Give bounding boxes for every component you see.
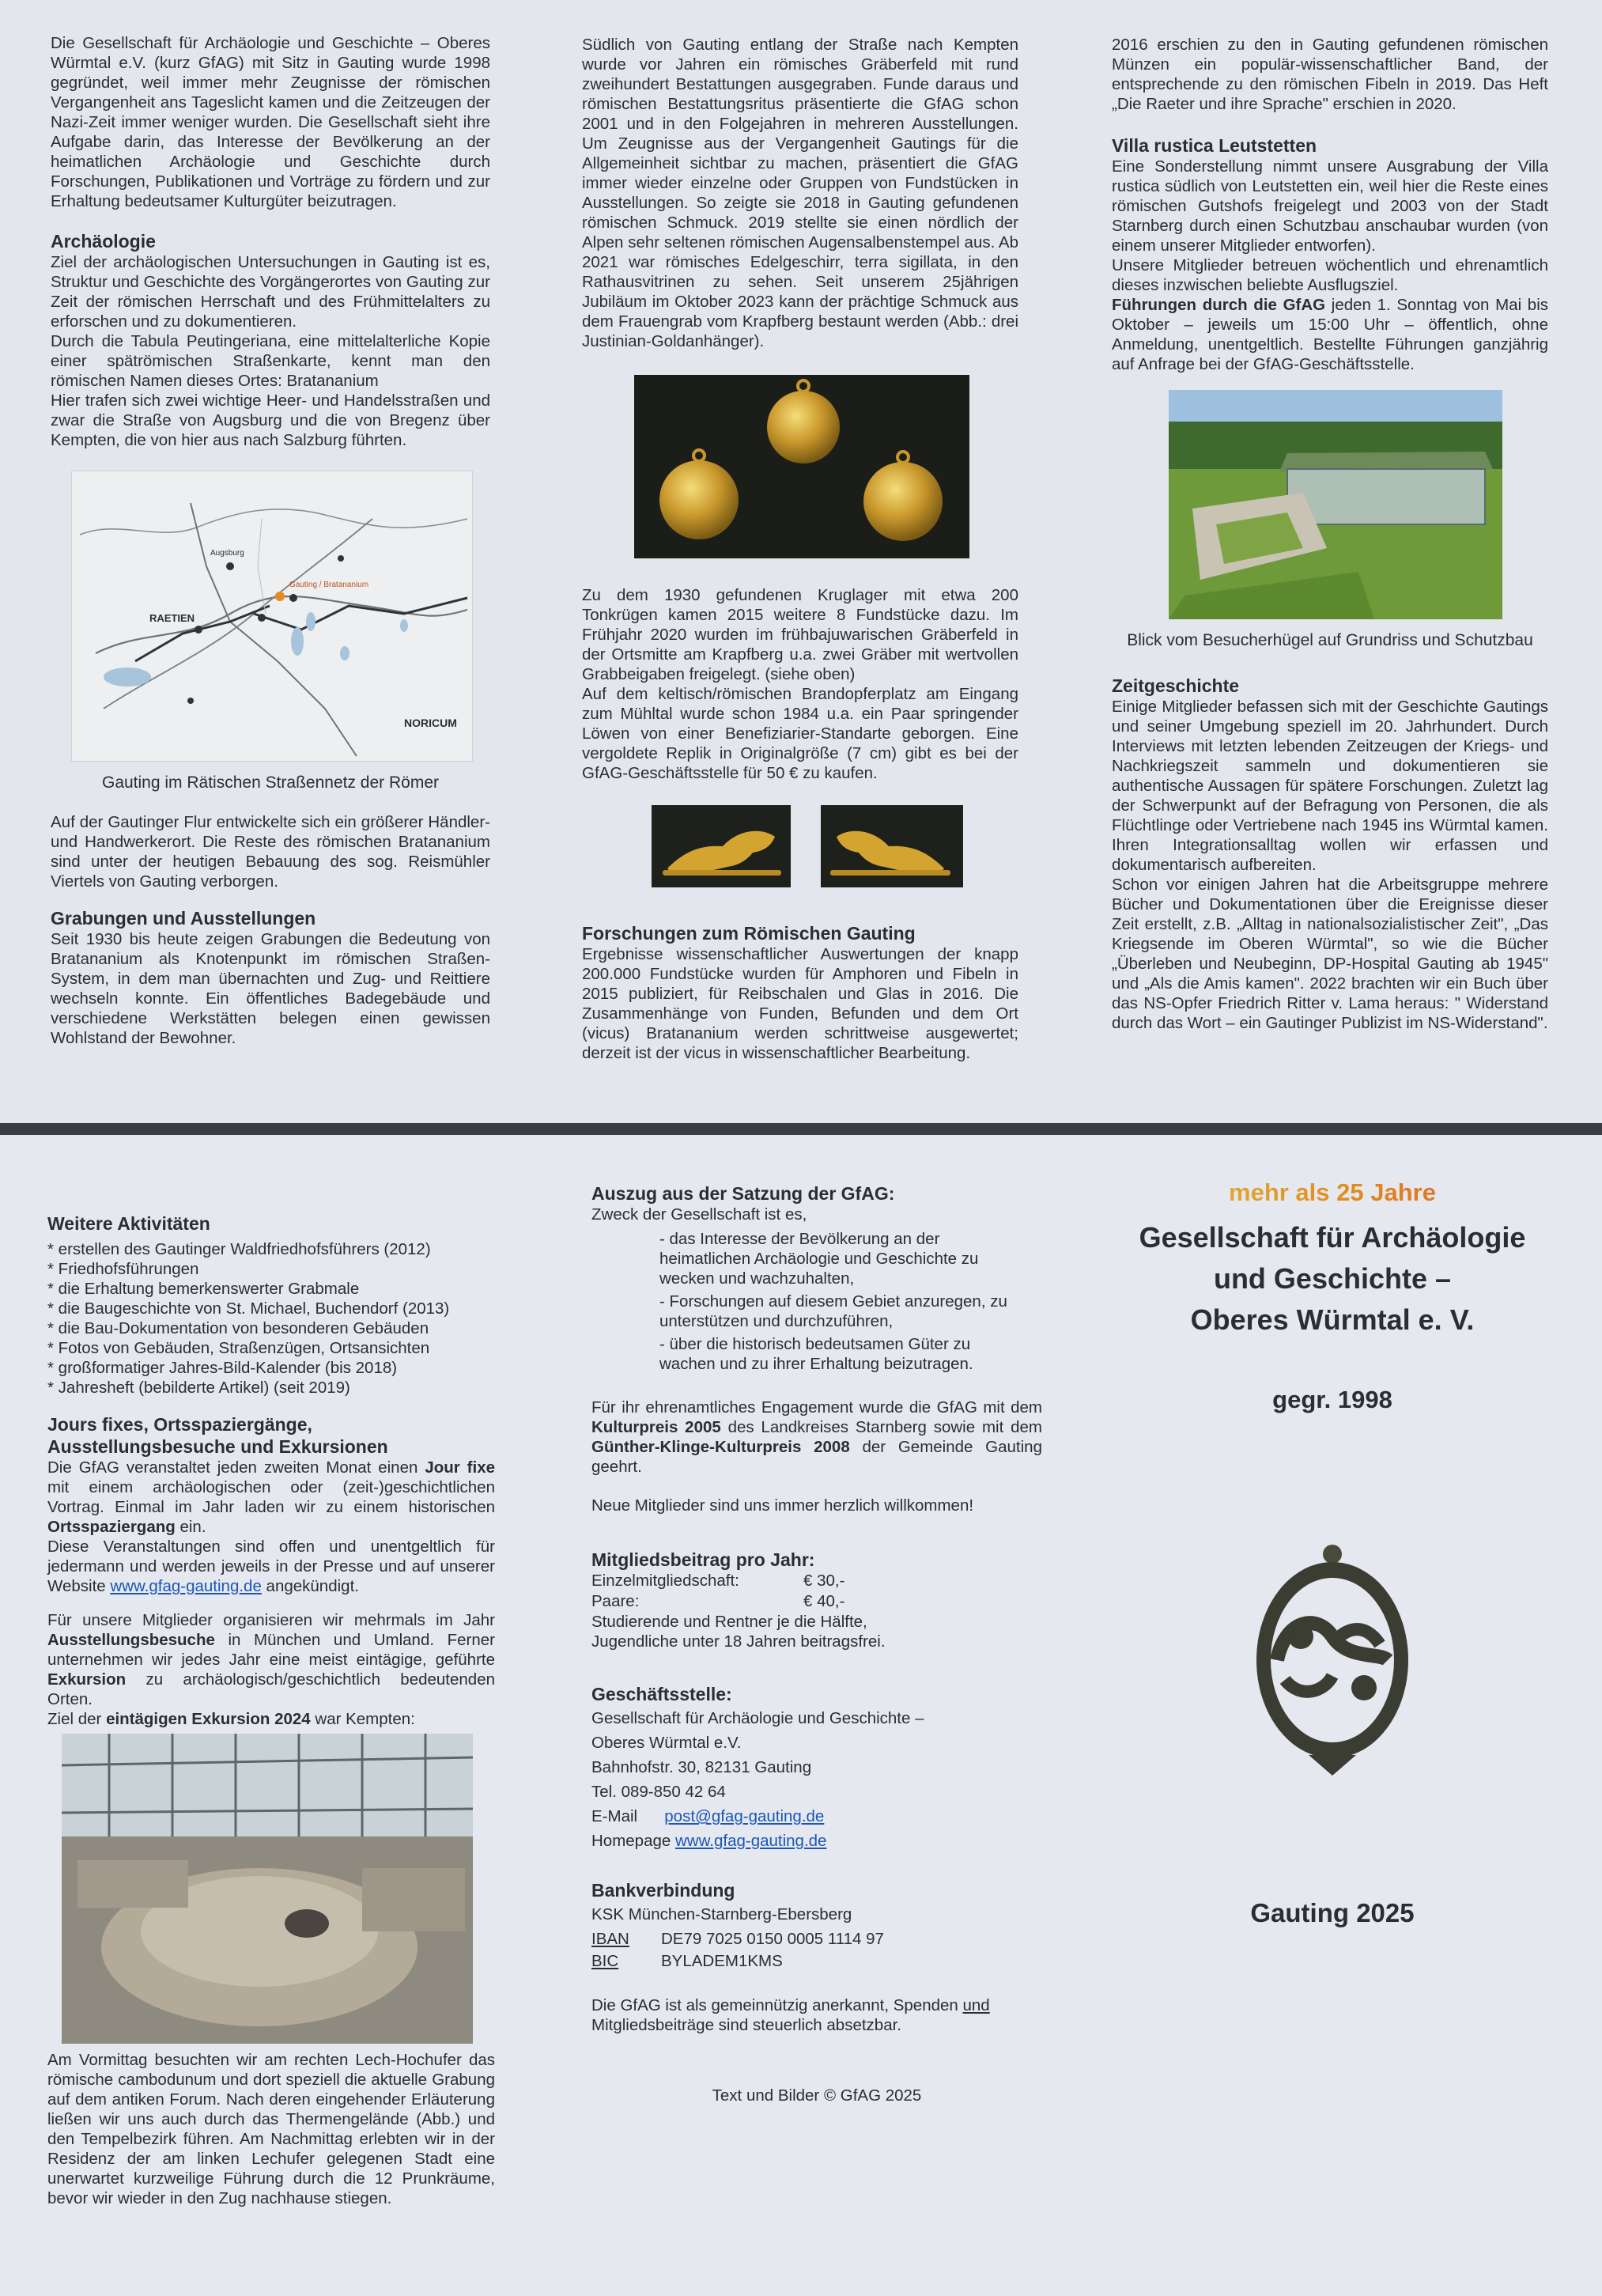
map-label-raetien: RAETIEN (149, 612, 195, 625)
title-line-1: Gesellschaft für Archäologie (1139, 1220, 1526, 1254)
office-name-2: Oberes Würmtal e.V. (591, 1734, 742, 1753)
archaeology-text-1: Ziel der archäologischen Untersuchungen in Gauting ist es, Struktur und Geschichte des Vorgängerortes von Gauting zur Zeit der römischen Herrschaft und des Frühmittelalters zu erforschen und zu dokumentieren. (51, 253, 490, 331)
villa-tours-text: jeden 1. Sonntag von Mai bis Oktober – jeweils um 15:00 Uhr – öffentlich, ohne Anmeldung, unentgeltlich. Bestellte Führungen ganzjährig auf Anfrage bei der GfAG-Geschäftsstelle. (1112, 296, 1548, 374)
gold-pendants-photo (634, 375, 969, 558)
activities-heading: Weitere Aktivitäten (47, 1213, 210, 1234)
award-bold-1: Kulturpreis 2005 (591, 1418, 721, 1437)
statute-intro: Zweck der Gesellschaft ist es, (591, 1205, 807, 1224)
excavations-heading: Grabungen und Ausstellungen (51, 907, 316, 929)
copyright: Text und Bilder © GfAG 2025 (712, 2086, 922, 2105)
fee-single-value: € 30,- (803, 1572, 845, 1591)
tax-b: Mitgliedsbeiträge sind steuerlich absetzbar. (591, 2016, 901, 2035)
fee-heading: Mitgliedsbeitrag pro Jahr: (591, 1549, 815, 1571)
panel-3 (1112, 35, 1548, 1033)
excursion-line (47, 1709, 495, 1729)
statute-heading: Auszug aus der Satzung der GfAG: (591, 1183, 895, 1204)
research-text: Ergebnisse wissenschaftlicher Auswertungen der knapp 200.000 Fundstücke wurden für Amphoren und Fibeln in 2015 publiziert, für Reibschalen und Glas in 2016. Die Zusammenhänge von Funden, Befunden und dem Ort (vicus) Bratananium werden schrittweise ausgewertet; derzeit ist der vicus in wissenschaftlicher Bearbeitung. (582, 945, 1018, 1063)
map-label-augsburg: Augsburg (210, 549, 244, 558)
list-item: * Friedhofsführungen (47, 1260, 199, 1279)
award-a: Für ihr ehrenamtliches Engagement wurde die GfAG mit dem (591, 1398, 1042, 1417)
after-map-text: Auf der Gautinger Flur entwickelte sich ein größerer Händler- und Handwerkerort. Die Reste des römischen Bratananium sind unter der heutigen Bebauung des sog. Reismühler Viertels von Gauting verborgen. (51, 812, 490, 891)
bic-label: BIC (591, 1952, 619, 1971)
archaeology-heading: Archäologie (51, 231, 156, 252)
jours-text-2b: angekündigt. (261, 1577, 359, 1596)
bank-heading: Bankverbindung (591, 1880, 735, 1901)
bronze-ornament-logo (1253, 1541, 1411, 1779)
statute-list (659, 1229, 1007, 1374)
intro-text: Die Gesellschaft für Archäologie und Geschichte – Oberes Würmtal e.V. (kurz GfAG) mit Sitz in Gauting wurde 1998 gegründet, weil immer mehr Zeugnisse der römischen Vergangenheit ans Tageslicht kamen und die Zeitzeugen der Nazi-Zeit immer weniger wurden. Die Gesellschaft sieht ihre Aufgabe darin, das Interesse der Bevölkerung an der heimatlichen Archäologie und Geschichte durch Forschungen, Publikationen und Vorträge zu fördern und zur Erhaltung bedeutsamer Kulturgüter beizutragen. (51, 34, 490, 210)
iban-label: IBAN (591, 1930, 629, 1949)
villa-text-2: Unsere Mitglieder betreuen wöchentlich und ehrenamtlich dieses inzwischen beliebte Ausflugsziel. (1112, 256, 1548, 295)
tax-text (591, 1995, 1042, 2035)
panel2-text-2: Zu dem 1930 gefundenen Kruglager mit etwa 200 Tonkrügen kamen 2015 weitere 8 Fundstücke dazu. Im Frühjahr 2020 wurden im frühbajuwarischen Gräberfeld in der Ortsmitte am Krapfberg u.a. zwei Gräber mit wertvollen Grabbeigaben freigelegt. (siehe oben) (582, 586, 1018, 683)
office-heading: Geschäftsstelle: (591, 1684, 732, 1705)
place-year-label: Gauting 2025 (1250, 1898, 1415, 1928)
website-link[interactable]: www.gfag-gauting.de (110, 1577, 262, 1596)
office-address: Bahnhofstr. 30, 82131 Gauting (591, 1758, 812, 1777)
homepage-link[interactable]: www.gfag-gauting.de (675, 1832, 827, 1851)
bic-row (591, 1951, 1042, 1973)
panel3-text-1: 2016 erschien zu den in Gauting gefundenen römischen Münzen ein populär-wissenschaftlicher Band, der entsprechende zu den römischen Fibeln in 2019. Das Heft „Die Raeter und ihre Sprache" erschien in 2020. (1112, 36, 1548, 113)
history-text-1: Einige Mitglieder befassen sich mit der Geschichte Gautings und seiner Umgebung speziell im 20. Jahrhundert. Durch Interviews mit letzten lebenden Zeitzeugen der Kriegs- und Nachkriegszeit sammeln und dokumentieren sie authentische Aussagen für spätere Forschungen. Zuletzt lag der Schwerpunkt auf der Befragung von Personen, die als Flüchtlinge oder Vertriebene nach 1945 ins Würmtal kamen. Ihren Integrationsalltag wollen wir erfassen und dokumentarisch aufbereiten. (1112, 697, 1548, 874)
email-row (591, 1806, 1042, 1826)
map-label-noricum: NORICUM (404, 717, 457, 730)
jours-bold-2: Ortsspaziergang (47, 1518, 176, 1537)
map-caption: Gauting im Rätischen Straßennetz der Römer (101, 774, 440, 792)
flyer-outside-sheet (0, 1135, 1602, 2296)
fee-note-2: Jugendliche unter 18 Jahren beitragsfrei. (591, 1632, 886, 1651)
panel-2 (582, 35, 1018, 1063)
visits-text-c: zu archäologisch/geschichtlich bedeutenden Orten. (47, 1670, 495, 1709)
panel-5 (591, 1182, 1042, 2105)
panel2-text-3: Auf dem keltisch/römischen Brandopferplatz am Eingang zum Mühltal wurde schon 1984 u.a. ein Paar springender Löwen von einer Benefiziarier-Standarte geborgen. Eine vergoldete Replik in Originalgröße (7 cm) gibt es bei der GfAG-Geschäftsstelle für 50 € zu kaufen. (582, 685, 1018, 782)
villa-caption: Blick vom Besucherhügel auf Grundriss und Schutzbau (1127, 631, 1533, 650)
fee-note-1: Studierende und Rentner je die Hälfte, (591, 1613, 867, 1632)
title-line-3: Oberes Würmtal e. V. (1190, 1303, 1475, 1337)
villa-tours (1112, 295, 1548, 374)
tax-und: und (962, 1996, 990, 2015)
visits-bold-2: Exkursion (47, 1670, 127, 1689)
kempten-thermae-photo (62, 1734, 473, 2044)
iban-row (591, 1929, 1042, 1951)
lion-left-drawing (652, 805, 791, 887)
homepage-label: Homepage (591, 1832, 671, 1851)
kempten-drawing (62, 1734, 473, 2044)
list-item: - Forschungen auf diesem Gebiet anzuregen, zu unterstützen und durchzuführen, (659, 1292, 1007, 1331)
email-label: E-Mail (591, 1807, 638, 1826)
fee-couple-row (591, 1591, 1042, 1612)
villa-drawing (1169, 390, 1502, 619)
excavations-text: Seit 1930 bis heute zeigen Grabungen die Bedeutung von Bratananium als Knotenpunkt im römischen Straßen-System, in dem man übernachten und Zug- und Reittiere wechseln konnte. Ein öffentliches Badegebäude und verschiedene Werkstätten belegen einen gewissen Wohlstand der Bewohner. (51, 929, 490, 1047)
jours-heading: Jours fixes, Ortsspaziergänge, Ausstellungsbesuche und Exkursionen (47, 1414, 388, 1458)
visits-text-a: Für unsere Mitglieder organisieren wir mehrmals im Jahr (47, 1611, 495, 1630)
lion-photo-left (652, 805, 791, 887)
excursion-bold: eintägigen Exkursion 2024 (106, 1710, 311, 1729)
lion-right-drawing (821, 805, 963, 887)
villa-heading: Villa rustica Leutstetten (1112, 135, 1317, 156)
jours-text-a: Die GfAG veranstaltet jeden zweiten Monat einen (47, 1458, 425, 1477)
list-item: * die Bau-Dokumentation von besonderen Gebäuden (47, 1319, 429, 1338)
history-heading: Zeitgeschichte (1112, 675, 1240, 696)
panel2-text-1: Südlich von Gauting entlang der Straße nach Kempten wurde vor Jahren ein römisches Gräberfeld mit rund zweihundert Bestattungen ausgegraben. Funde daraus und römischen Bestattungsritus präsentierte die GfAG schon 2001 und in den Folgejahren in mehreren Ausstellungen. Um Zeugnisse aus der Vergangenheit Gautings für die Allgemeinheit sichtbar zu machen, präsentiert die GfAG immer wieder einzelne oder Gruppen von Fundstücken in Ausstellungen. So zeigte sie 2018 in Gauting gefundenen römischen Schmuck. 2019 stellte sie einen nördlich der Alpen sehr seltenen römischen Augensalbenstempel aus. Ab 2021 war römisches Edelgeschirr, terra sigillata, in den Rathausvitrinen zu sehen. Seit unserem 25jährigen Jubiläum im Oktober 2023 kann der prächtige Schmuck aus dem Frauengrab vom Krapfberg bestaunt werden (Abb.: drei Justinian-Goldanhänger). (582, 36, 1018, 350)
list-item: - über die historisch bedeutsamen Güter zu wachen und zu ihrer Erhaltung beizutragen. (659, 1335, 973, 1374)
title-line-2: und Geschichte – (1213, 1262, 1452, 1295)
activities-list (47, 1239, 495, 1398)
iban-value: DE79 7025 0150 0005 1114 97 (661, 1930, 884, 1949)
excursion-b: war Kempten: (310, 1710, 415, 1729)
fee-couple-label: Paare: (591, 1592, 640, 1611)
lion-replica-photos (652, 805, 1018, 887)
tax-a: Die GfAG ist als gemeinnützig anerkannt, Spenden (591, 1996, 963, 2015)
villa-tours-bold: Führungen durch die GfAG (1112, 296, 1326, 315)
visits-text (47, 1610, 495, 1709)
fee-single-label: Einzelmitgliedschaft: (591, 1572, 739, 1591)
jours-text-2a: Diese Veranstaltungen sind offen und unentgeltlich für jedermann und werden jeweils in der Presse und auf unserer Website (47, 1538, 495, 1596)
fee-single-row (591, 1571, 1042, 1591)
list-item: * die Erhaltung bemerkenswerter Grabmale (47, 1280, 360, 1299)
email-link[interactable]: post@gfag-gauting.de (664, 1807, 825, 1826)
founded-label: gegr. 1998 (1272, 1386, 1392, 1414)
jours-text-c: ein. (175, 1518, 206, 1537)
villa-rustica-photo (1169, 390, 1502, 619)
map-label-gauting: Gauting / Bratananium (289, 581, 369, 590)
bank-name: KSK München-Starnberg-Ebersberg (591, 1905, 852, 1924)
jours-bold-1: Jour fixe (425, 1458, 495, 1477)
panel-4 (47, 1212, 495, 2208)
jours-text-b: mit einem archäologischen oder (zeit-)geschichtlichen Vortrag. Einmal im Jahr laden wir zu einem historischen (47, 1478, 495, 1517)
excursion-a: Ziel der (47, 1710, 107, 1729)
list-item: * Fotos von Gebäuden, Straßenzügen, Ortsansichten (47, 1339, 430, 1358)
list-item: * Jahresheft (bebilderte Artikel) (seit 2019) (47, 1379, 350, 1398)
kempten-text: Am Vormittag besuchten wir am rechten Lech-Hochufer das römische cambodunum und dort speziell die aktuelle Grabung auf dem antiken Forum. Nach deren eingehender Erläuterung ließen wir uns auch durch das Thermengelände (Abb.) und den Tempelbezirk führen. Am Nachmittag erlebten wir in der Residenz der am linken Lechufer gelegenen Stadt eine unerwartet kurzweilige Führung durch die 12 Prunkräume, bevor wir wieder in den Zug nachhause stiegen. (47, 2051, 495, 2208)
panel-6-cover (1107, 1178, 1558, 1929)
award-c: der Gemeinde Gauting geehrt. (591, 1438, 1042, 1477)
office-name-1: Gesellschaft für Archäologie und Geschichte – (591, 1709, 924, 1728)
award-text (591, 1398, 1042, 1477)
panel-1 (51, 33, 490, 1048)
villa-text-1: Eine Sonderstellung nimmt unsere Ausgrabung der Villa rustica südlich von Leutstetten ein, weil hier die Reste eines römischen Gutshofs freigelegt und 2003 von der Stadt Starnberg durch einen Schutzbau anschaubar wurden (von einem unserer Mitglieder entworfen). (1112, 157, 1548, 255)
award-bold-2: Günther-Klinge-Kulturpreis 2008 (591, 1438, 850, 1457)
jours-text-2 (47, 1537, 495, 1596)
homepage-row (591, 1831, 1042, 1851)
jours-text (47, 1458, 495, 1537)
visits-bold-1: Ausstellungsbesuche (47, 1631, 215, 1650)
fee-couple-value: € 40,- (803, 1592, 845, 1611)
anniversary-label: mehr als 25 Jahre (1107, 1178, 1558, 1208)
list-item: - das Interesse der Bevölkerung an der heimatlichen Archäologie und Geschichte zu wecken und wachzuhalten, (659, 1230, 979, 1288)
list-item: * erstellen des Gautinger Waldfriedhofsführers (2012) (47, 1240, 431, 1259)
welcome-text: Neue Mitglieder sind uns immer herzlich willkommen! (591, 1496, 974, 1515)
flyer-inside-sheet (0, 0, 1602, 1123)
gold-pendants-drawing (634, 375, 969, 558)
list-item: * großformatiger Jahres-Bild-Kalender (bis 2018) (47, 1359, 398, 1378)
ornament-drawing (1253, 1541, 1411, 1779)
office-phone: Tel. 089-850 42 64 (591, 1783, 726, 1802)
list-item: * die Baugeschichte von St. Michael, Buchendorf (2013) (47, 1299, 450, 1318)
visits-text-b: in München und Umland. Ferner unternehmen wir jedes Jahr eine meist eintägige, geführte (47, 1631, 495, 1670)
archaeology-text-3: Hier trafen sich zwei wichtige Heer- und Handelsstraßen und zwar die Straße von Augsburg und die von Bregenz über Kempten, die von hier aus nach Salzburg führten. (51, 391, 490, 450)
bic-value: BYLADEM1KMS (661, 1952, 783, 1971)
roman-road-map (71, 471, 473, 762)
history-text-2: Schon vor einigen Jahren hat die Arbeitsgruppe mehrere Bücher und Dokumentationen über die Ereignisse dieser Zeit erstellt, z.B. „Alltag in nationalsozialistischer Zeit", „Das Kriegsende im Oberen Würmtal", so wie die Bücher „Überleben und Neubeginn, DP-Hospital Gauting ab 1945" und „Als die Amis kamen". 2022 brachten wir ein Buch über das NS-Opfer Friedrich Ritter v. Lama heraus: " Widerstand durch das Wort – ein Gautinger Publizist im NS-Widerstand". (1112, 875, 1548, 1032)
award-b: des Landkreises Starnberg sowie mit dem (720, 1418, 1042, 1437)
research-heading: Forschungen zum Römischen Gauting (582, 923, 916, 944)
archaeology-text-2: Durch die Tabula Peutingeriana, eine mittelalterliche Kopie einer spätrömischen Straßenkarte, kennt man den römischen Namen dieses Ortes: Bratananium (51, 332, 490, 391)
lion-photo-right (821, 805, 963, 887)
